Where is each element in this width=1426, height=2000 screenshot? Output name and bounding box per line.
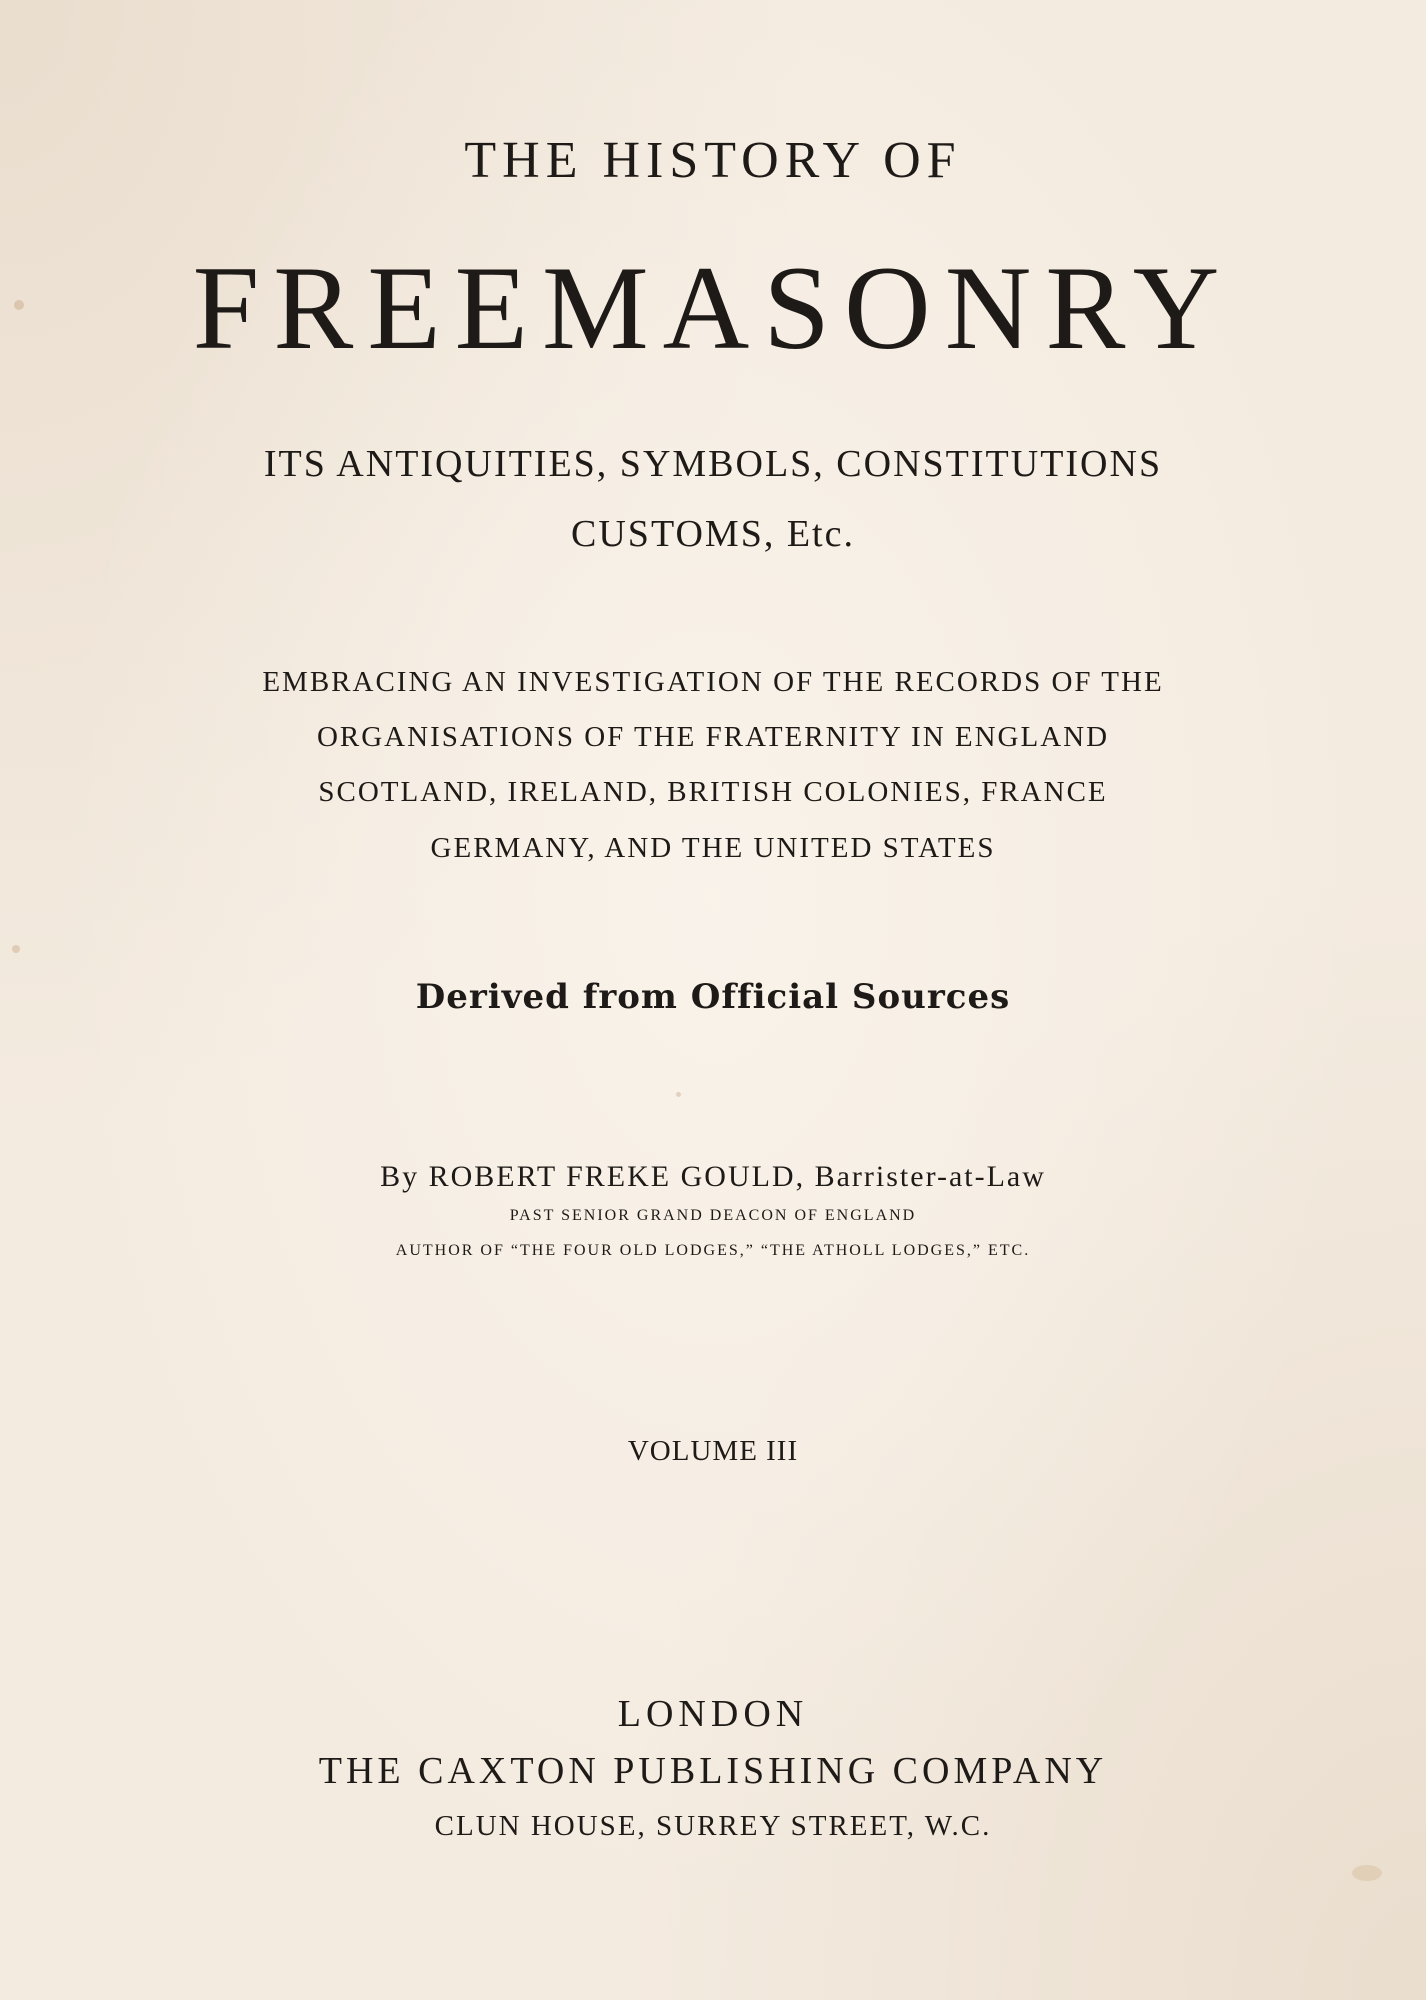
author-works: AUTHOR OF “THE FOUR OLD LODGES,” “THE ATHOLL LODGES,” ETC. (395, 1242, 1031, 1259)
foxing-spot (1352, 1865, 1382, 1881)
subtitle-line: ITS ANTIQUITIES, SYMBOLS, CONSTITUTIONS (263, 443, 1163, 485)
volume-label: VOLUME III (627, 1435, 799, 1467)
author-title: PAST SENIOR GRAND DEACON OF ENGLAND (509, 1207, 917, 1224)
imprint-city: LONDON (617, 1693, 809, 1735)
title-small: THE HISTORY OF (464, 132, 962, 189)
description-line: GERMANY, AND THE UNITED STATES (430, 832, 996, 864)
description-line: SCOTLAND, IRELAND, BRITISH COLONIES, FRANCE (318, 776, 1108, 808)
subtitle-line: CUSTOMS, Etc. (571, 513, 855, 555)
foxing-spot (676, 1092, 681, 1097)
title-main: FREEMASONRY (192, 241, 1234, 374)
foxing-spot (12, 945, 20, 953)
sources-note: Derived from Official Sources (415, 977, 1011, 1017)
author-line: By ROBERT FREKE GOULD, Barrister-at-Law (380, 1160, 1046, 1193)
imprint-publisher: THE CAXTON PUBLISHING COMPANY (318, 1750, 1108, 1792)
imprint-address: CLUN HOUSE, SURREY STREET, W.C. (434, 1810, 992, 1842)
description-line: ORGANISATIONS OF THE FRATERNITY IN ENGLAND (316, 721, 1110, 753)
description-line: EMBRACING AN INVESTIGATION OF THE RECORDS OF THE (262, 666, 1164, 698)
